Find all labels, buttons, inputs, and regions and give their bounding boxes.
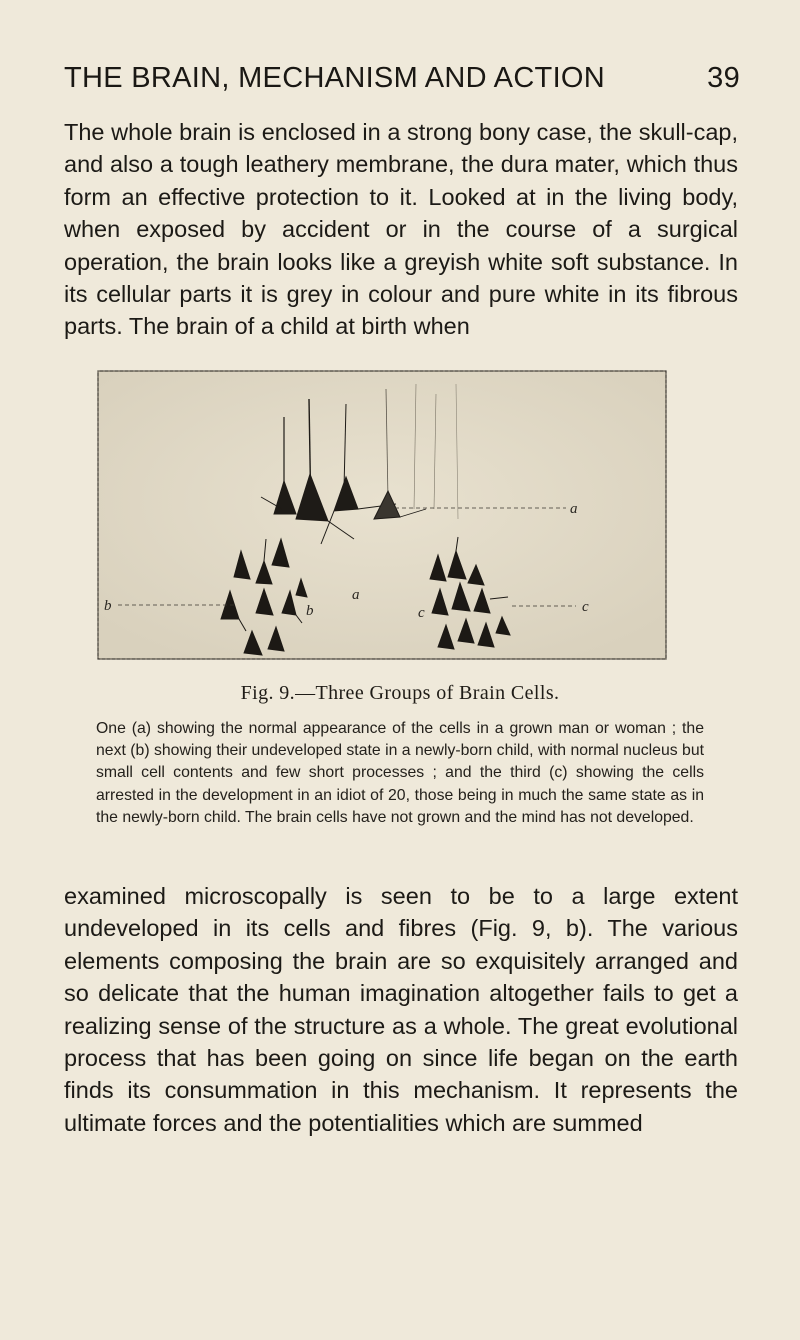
figure-brain-cells bbox=[96, 369, 668, 661]
paragraph-top: The whole brain is enclosed in a strong bony case, the skull-cap, and also a tough leathery membrane, the dura mater, which thus form an effective protection to it. Looked at in the living body, when exposed by accident or in the course of a surgical operation, the brain looks like a greyish white soft substance. In its cellular parts it is grey in colour and pure white in its fibrous parts. The brain of a child at birth when bbox=[64, 119, 738, 340]
running-head-title: THE BRAIN, MECHANISM AND ACTION bbox=[64, 62, 606, 94]
page-number: 39 bbox=[707, 62, 740, 94]
figure-caption-body: One (a) showing the normal appearance of the cells in a grown man or woman ; the next (b) showing their undeveloped state in a newly-born child, with normal nucleus but small cell contents and few short processes ; and the third (c) showing the cells arrested in the development in an idiot of 20, those being in much the same state as in the newly-born child. The brain cells have not grown and the mind has not developed. bbox=[96, 720, 704, 826]
label-b-left: b bbox=[104, 598, 112, 614]
brain-cells-illustration bbox=[96, 369, 668, 661]
paragraph-bottom: examined microscopally is seen to be to a large extent undeveloped in its cells and fibres (Fig. 9, b). The various elements composing the brain are so exquisitely arranged and so delicate that the human imagination altogether fails to get a realizing sense of the structure as a whole. The great evolutional process that has been going on since life began on the earth finds its consummation in this mechanism. It represents the ultimate forces and the potentialities which are summed bbox=[64, 883, 738, 1136]
label-a-top: a bbox=[570, 501, 578, 517]
label-c-right: c bbox=[582, 599, 589, 615]
figure-caption-title: Fig. 9.—Three Groups of Brain Cells. bbox=[240, 682, 560, 704]
label-a-mid: a bbox=[352, 587, 360, 603]
label-c-mid: c bbox=[418, 605, 425, 621]
label-b-mid: b bbox=[306, 603, 314, 619]
